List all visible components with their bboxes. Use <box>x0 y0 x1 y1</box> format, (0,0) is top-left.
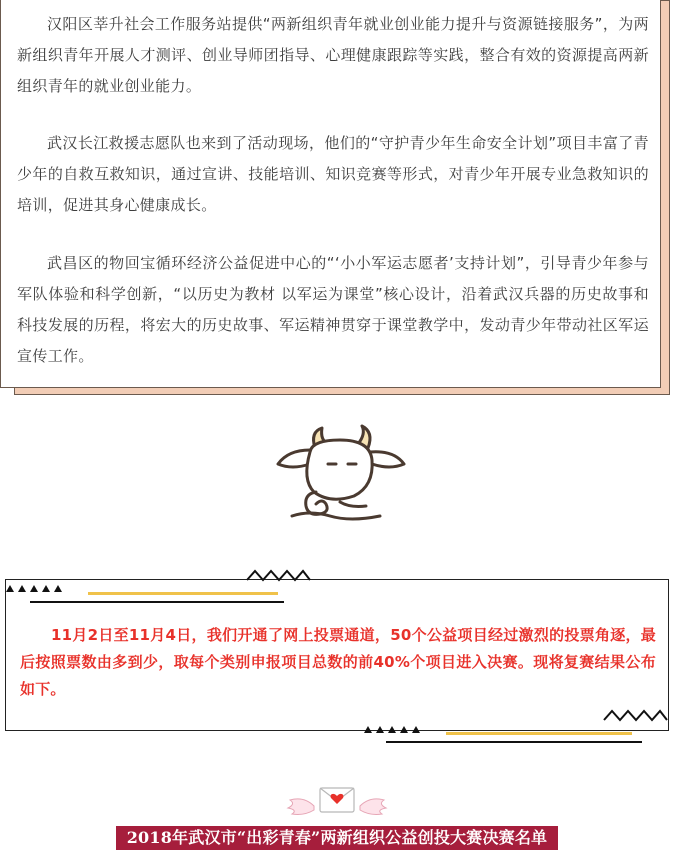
zigzag-icon <box>246 568 312 584</box>
final-list-title: 2018年武汉市“出彩青春”两新组织公益创投大赛决赛名单 <box>116 826 558 850</box>
accent-line-black-top <box>30 601 284 603</box>
accent-line-yellow-bottom <box>446 732 632 735</box>
paragraph-hanyang: 汉阳区莘升社会工作服务站提供“两新组织青年就业创业能力提升与资源链接服务”，为两新组织青年开展人才测评、创业导师团指导、心理健康跟踪等实践，整合有效的资源提高两新组织青年的就业创业能力。 <box>17 15 649 95</box>
paragraph-wuchang: 武昌区的物回宝循环经济公益促进中心的“‘小小军运志愿者’支持计划”，引导青少年参与军队体验和科学创新，“以历史为教材 以军运为课堂”核心设计，沿着武汉兵器的历史故事和科技发展的历程，将宏大的历史故事、军运精神贯穿于课堂教学中，发动青少年带动社区军运宣传工作。 <box>17 254 649 365</box>
accent-line-black-bottom <box>386 741 642 743</box>
vote-announcement: 11月2日至11月4日，我们开通了网上投票通道，50个公益项目经过激烈的投票角逐，最后按照票数由多到少，取每个类别申报项目总数的前40%个项目进入决赛。现将复赛结果公布如下。 <box>20 626 656 698</box>
paragraph-rescue-team: 武汉长江救援志愿队也来到了活动现场，他们的“守护青少年生命安全计划”项目丰富了青少年的自救互救知识，通过宣讲、技能培训、知识竞赛等形式，对青少年开展专业急救知识的培训，促进其身心健康成长。 <box>17 134 649 214</box>
sheep-mascot-icon <box>270 420 410 530</box>
article-card <box>0 0 661 388</box>
triangle-row-icon <box>6 585 66 593</box>
triangle-row-icon-bottom <box>364 726 424 734</box>
accent-line-yellow-top <box>88 592 278 595</box>
winged-envelope-icon <box>284 784 390 822</box>
zigzag-icon-bottom <box>603 708 669 724</box>
